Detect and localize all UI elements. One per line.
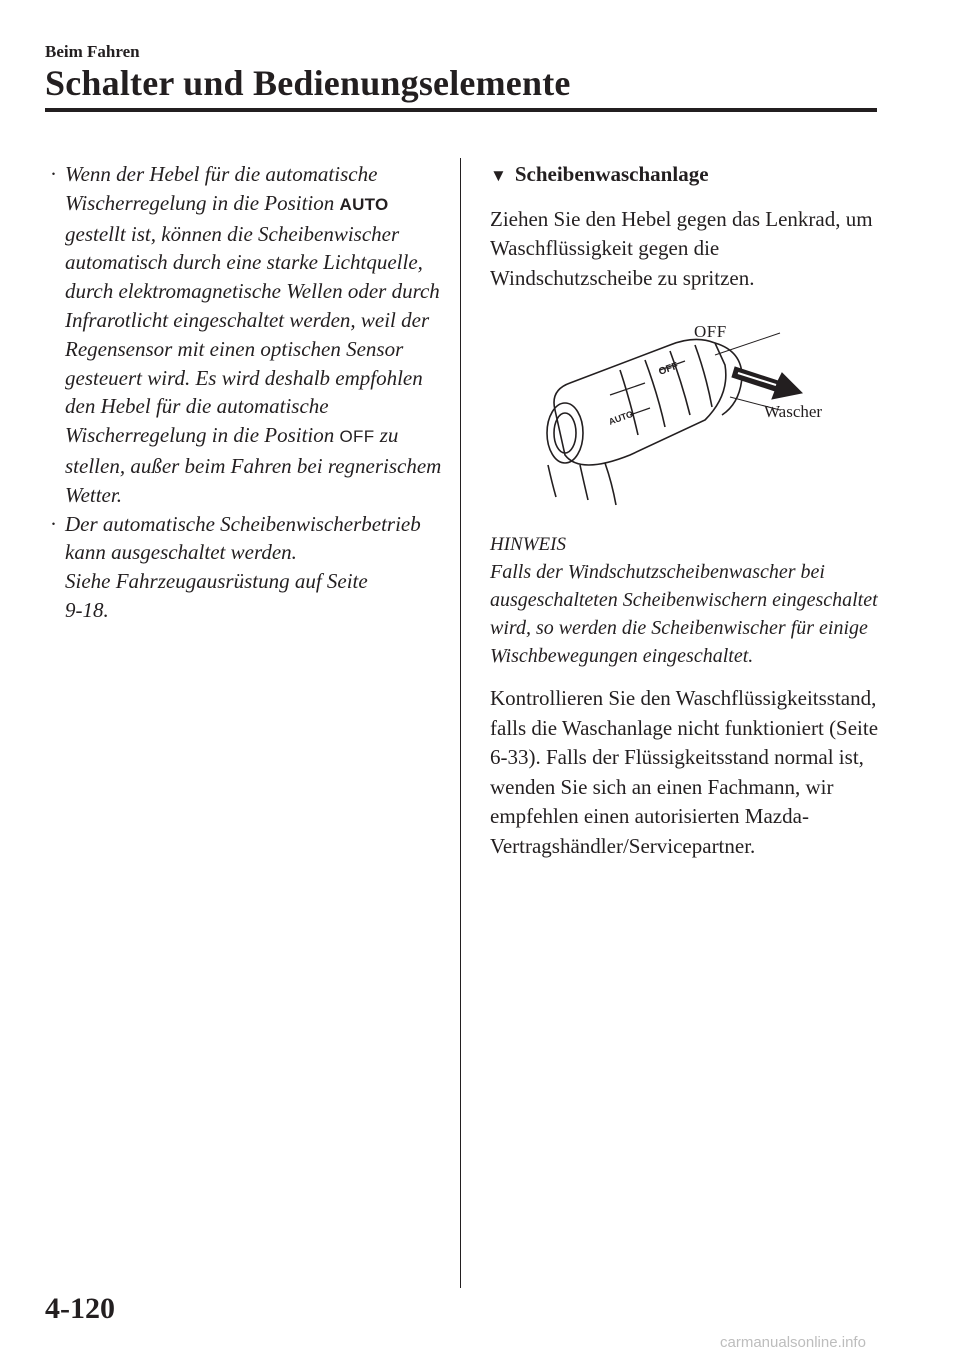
column-divider xyxy=(460,158,461,1288)
bullet1-text-part2: gestellt ist, können die Scheibenwischer automatisch durch eine starke Lichtquelle, durch elektromagnetische Wellen oder durch Infrarotlicht eingeschaltet werden, weil der Regensensor mit einen optischen Sensor gesteuert wird. Es wird deshalb empfohlen den Hebel für die automatische Wischerregelung in die Position xyxy=(65,221,440,448)
washer-fluid-paragraph: Kontrollieren Sie den Waschflüssigkeitsstand, falls die Waschanlage nicht funktioniert (Seite 6-33). Falls der Flüssigkeitsstand normal ist, wenden Sie sich an einen Fachmann, wir empfehlen einen autorisierten Mazda-Vertragshändler/Servicepartner. xyxy=(490,686,879,858)
auto-symbol: AUTO xyxy=(339,194,389,214)
figure-label-off: OFF xyxy=(694,322,727,341)
left-column xyxy=(48,160,448,625)
washer-intro: Ziehen Sie den Hebel gegen das Lenkrad, um Waschflüssigkeit gegen die Windschutzscheibe zu spritzen. xyxy=(490,206,873,290)
watermark: carmanualsonline.info xyxy=(720,1334,866,1351)
note-heading: HINWEIS xyxy=(490,534,566,555)
page-reference: Siehe Fahrzeugausrüstung auf Seite xyxy=(65,569,368,594)
wiper-lever-illustration xyxy=(510,315,840,510)
right-column xyxy=(490,160,880,861)
subheading-text: Scheibenwaschanlage xyxy=(514,162,709,186)
bullet1-text-part3: zu stellen, außer beim Fahren bei regnerischem Wetter. xyxy=(65,423,442,507)
note-text: Falls der Windschutzscheibenwascher bei ausgeschalteten Scheibenwischern eingeschaltet wird, so werden die Scheibenwischer für einige Wischbewegungen eingeschaltet. xyxy=(490,561,878,667)
triangle-marker-icon: ▼ xyxy=(490,166,507,185)
title-rule xyxy=(45,108,877,112)
page-title: Schalter und Bedienungselemente xyxy=(45,63,571,103)
page-number: 4-120 xyxy=(45,1292,115,1325)
subheading xyxy=(490,160,880,191)
bullet-dot-icon: · xyxy=(50,511,57,536)
bullet-dot-icon: · xyxy=(50,162,57,186)
page-reference-number: 9-18. xyxy=(65,597,109,622)
off-symbol: OFF xyxy=(339,427,375,447)
bullet2-text: Der automatische Scheibenwischerbetrieb kann ausgeschaltet werden. xyxy=(65,511,421,565)
bullet-auto-disable xyxy=(48,510,448,625)
bullet1-text-part1: Wenn der Hebel für die automatische Wischerregelung in die Position xyxy=(65,162,378,215)
bullet-auto-warning xyxy=(48,160,448,510)
section-label: Beim Fahren xyxy=(45,42,140,61)
svg-text:AUTO: AUTO xyxy=(607,408,635,427)
figure-label-washer: Wascher xyxy=(764,402,823,421)
svg-text:OFF: OFF xyxy=(657,360,680,378)
